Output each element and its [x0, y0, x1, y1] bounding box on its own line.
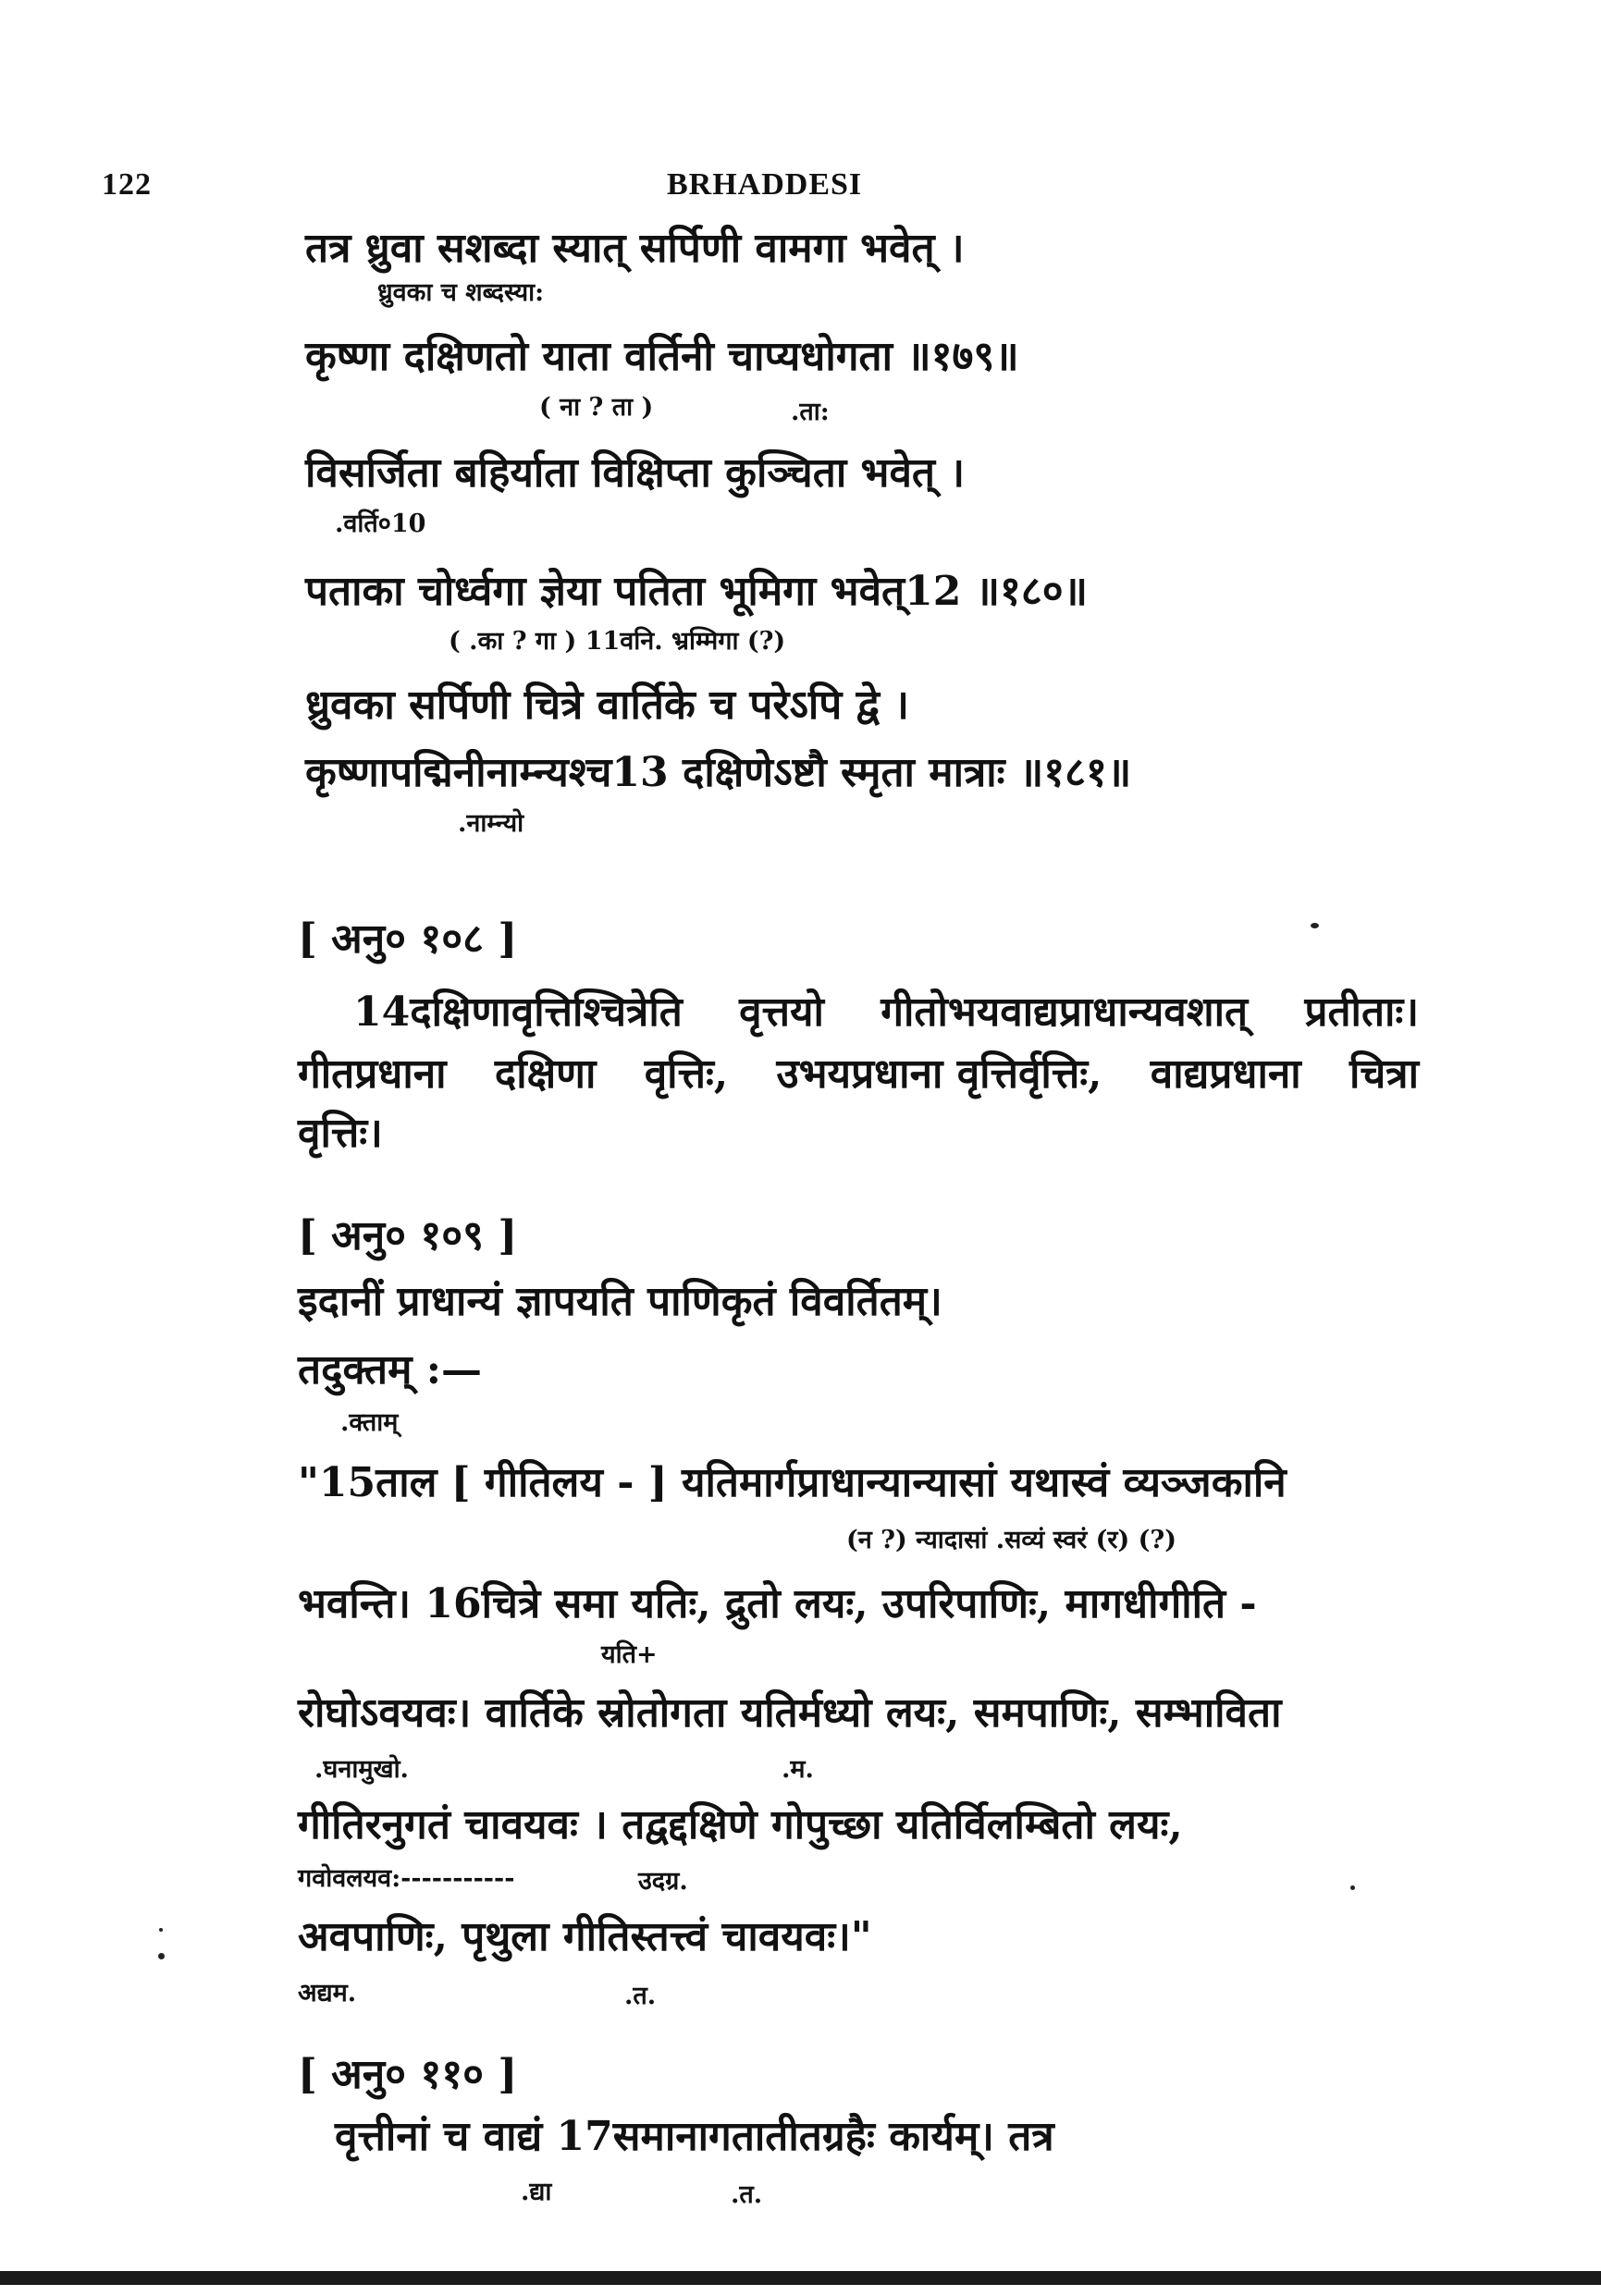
section-heading: [ अनु० १०८ ] [298, 915, 518, 963]
quotation-line: गीतिरनुगतं चावयवः । तद्वद्दक्षिणे गोपुच्छा यतिर्विलम्बितो लयः, [298, 1801, 1183, 1848]
variant-note: .त. [624, 1982, 657, 2010]
variant-note: .क्ताम् [340, 1408, 399, 1437]
variant-note: .ता: [791, 398, 830, 426]
commentary-word: चित्रा [1349, 1050, 1419, 1098]
commentary-line: वृत्तीनां च वाद्यं 17समानागतातीतग्रहैः कार्यम्। तत्र [335, 2113, 1054, 2160]
commentary-line [298, 1050, 1419, 1098]
commentary-word: वृत्तयो [739, 988, 824, 1036]
variant-note: गवोवलयव:----------- [298, 1864, 515, 1893]
verse-line: कृष्णापद्मिनीनाम्न्यश्च13 दक्षिणेऽष्टौ स्मृता मात्राः ॥१८१॥ [305, 749, 1132, 796]
commentary-word: प्रतीताः। [1304, 988, 1419, 1036]
variant-note: अद्यम. [298, 1979, 357, 2007]
page-number: 122 [102, 167, 152, 202]
commentary-word: दक्षिणा [494, 1050, 597, 1098]
verse-line: विसर्जिता बहिर्याता विक्षिप्ता कुञ्चिता भवेत् । [305, 449, 966, 497]
quotation-line: रोघोऽवयवः। वार्तिके स्रोतोगता यतिर्मध्यो लयः, समपाणिः, सम्भाविता [298, 1689, 1282, 1737]
variant-note: उदग्र. [638, 1867, 688, 1896]
variant-note: ( .का ? गा ) 11वनि. भ्रम्मिगा (?) [449, 627, 786, 656]
variant-note: .वर्ति०10 [335, 510, 426, 538]
commentary-word: 14दक्षिणावृत्तिश्चित्रेति [353, 988, 683, 1036]
variant-note: (न ?) न्यादासां .सव्यं स्वरं (र) (?) [846, 1526, 1177, 1554]
running-title: BRHADDESI [667, 167, 863, 202]
variant-note: .नाम्न्यो [458, 809, 524, 838]
bottom-rule [0, 2271, 1601, 2285]
variant-note: .त. [731, 2180, 763, 2209]
variant-note: .द्या [521, 2178, 552, 2206]
commentary-word: उभयप्रधाना वृत्तिर्वृत्तिः, [776, 1050, 1102, 1098]
commentary-word: वाद्यप्रधाना [1150, 1050, 1301, 1098]
section-heading: [ अनु० १०९ ] [298, 1212, 518, 1259]
commentary-line: इदानीं प्राधान्यं ज्ञापयति पाणिकृतं विवर्तितम्। [298, 1278, 942, 1325]
variant-note: यति+ [601, 1640, 658, 1669]
variant-note: ( ना ? ता ) [539, 393, 654, 422]
scan-speck [158, 1953, 165, 1959]
commentary-line: वृत्तिः। [298, 1110, 383, 1157]
quotation-line: अवपाणिः, पृथुला गीतिस्तत्त्वं चावयवः।" [298, 1913, 872, 1960]
variant-note: .घनामुखो. [314, 1755, 409, 1784]
commentary-line [353, 988, 1419, 1036]
commentary-word: वृत्तिः, [644, 1050, 729, 1098]
scan-speck [1350, 1885, 1355, 1890]
verse-line: पताका चोर्ध्वगा ज्ञेया पतिता भूमिगा भवेत्12 ॥१८०॥ [305, 568, 1089, 615]
variant-note: ध्रुवका च शब्दस्या: [377, 278, 545, 307]
verse-line: ध्रुवका सर्पिणी चित्रे वार्तिके च परेऽपि द्वे । [305, 681, 909, 729]
verse-line: तत्र ध्रुवा सशब्दा स्यात् सर्पिणी वामगा भवेत् । [305, 225, 965, 272]
variant-note: .म. [782, 1755, 814, 1784]
commentary-word: गीतोभयवाद्यप्राधान्यवशात् [881, 988, 1249, 1036]
section-heading: [ अनु० ११० ] [298, 2051, 518, 2098]
quotation-line: भवन्ति। 16चित्रे समा यतिः, द्रुतो लयः, उपरिपाणिः, मागधीगीति - [298, 1580, 1257, 1627]
verse-line: कृष्णा दक्षिणतो याता वर्तिनी चाप्यधोगता ॥१७९॥ [305, 333, 1019, 380]
commentary-word: गीतप्रधाना [298, 1050, 447, 1098]
scan-speck [1311, 923, 1319, 928]
scan-speck [159, 1928, 163, 1932]
commentary-line: तदुक्तम् :— [298, 1346, 482, 1394]
quotation-line: "15ताल [ गीतिलय - ] यतिमार्गप्राधान्यान्यासां यथास्वं व्यञ्जकानि [298, 1459, 1287, 1506]
